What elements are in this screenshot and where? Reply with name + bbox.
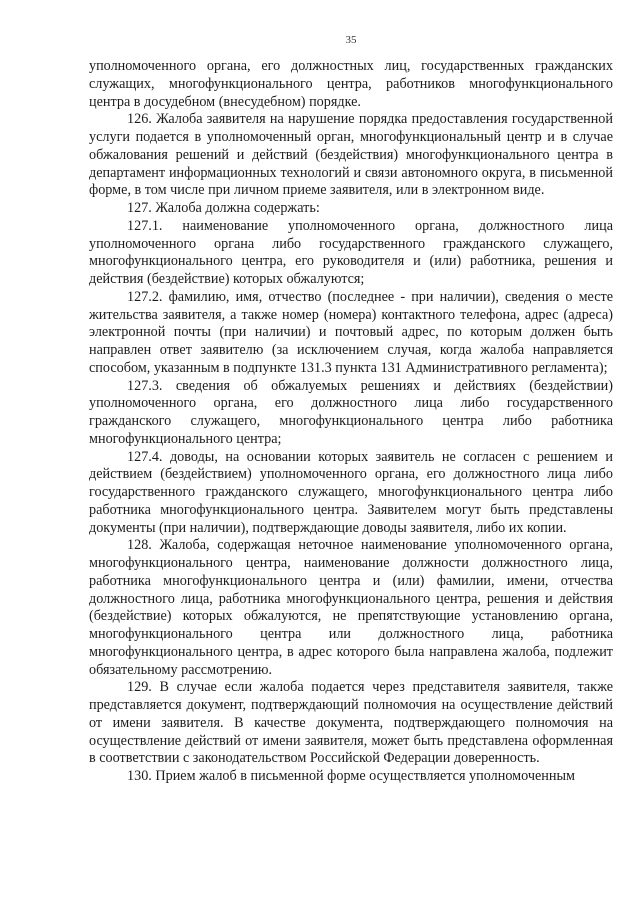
paragraph-127-2: 127.2. фамилию, имя, отчество (последнее - при наличии), сведения о месте жительства заявителя, а также номер (номера) контактного телефона, адрес (адреса) электронной почты (при наличии) и почтовый адрес, по которым должен быть направлен ответ заявителю (за исключением случая, когда жалоба направляется способом, указанным в подпункте 131.3 пункта 131 Административного регламента);	[89, 288, 613, 376]
paragraph-129: 129. В случае если жалоба подается через представителя заявителя, также представляется документ, подтверждающий полномочия на осуществление действий от имени заявителя. В качестве документа, подтверждающего полномочия на осуществление действий от имени заявителя, может быть представлена оформленная в соответствии с законодательством Российской Федерации доверенность.	[89, 679, 613, 767]
paragraph-128: 128. Жалоба, содержащая неточное наименование уполномоченного органа, многофункционального центра, наименование должности должностного лица, работника многофункционального центра и (или) фамилии, имени, отчества должностного лица, работника многофункционального центра, решения и действия (бездействие) которых обжалуются, не препятствующие установлению органа, многофункционального центра или должностного лица, работника многофункционального центра, в адрес которого была направлена жалоба, подлежит обязательному рассмотрению.	[89, 537, 613, 678]
paragraph-127: 127. Жалоба должна содержать:	[127, 200, 320, 216]
page-number: 35	[345, 34, 357, 46]
paragraph-127-3: 127.3. сведения об обжалуемых решениях и действиях (бездействии) уполномоченного органа, его должностного лица либо государственного гражданского служащего, многофункционального центра либо работника многофункционального центра;	[89, 377, 613, 447]
paragraph-126: 126. Жалоба заявителя на нарушение порядка предоставления государственной услуги подается в уполномоченный орган, многофункциональный центр и в случае обжалования решений и действий (бездействия) многофункционального центра в департамент информационных технологий и связи автономного округа, в письменной форме, в том числе при личном приеме заявителя, или в электронном виде.	[89, 111, 613, 199]
paragraph-127-1: 127.1. наименование уполномоченного органа, должностного лица уполномоченного органа либо государственного гражданского служащего, многофункционального центра, его руководителя и (или) работника, решения и действия (бездействие) которых обжалуются;	[89, 217, 613, 287]
paragraph-130: 130. Прием жалоб в письменной форме осуществляется уполномоченным	[127, 768, 575, 784]
document-body	[89, 58, 613, 786]
paragraph-127-4: 127.4. доводы, на основании которых заявитель не согласен с решением и действием (бездействием) уполномоченного органа, его должностного лица либо государственного гражданского служащего, многофункционального центра либо работника многофункционального центра. Заявителем могут быть представлены документы (при наличии), подтверждающие доводы заявителя, либо их копии.	[89, 448, 613, 536]
paragraph-continuation: уполномоченного органа, его должностных лиц, государственных гражданских служащих, многофункционального центра, работников многофункционального центра в досудебном (внесудебном) порядке.	[89, 58, 613, 110]
